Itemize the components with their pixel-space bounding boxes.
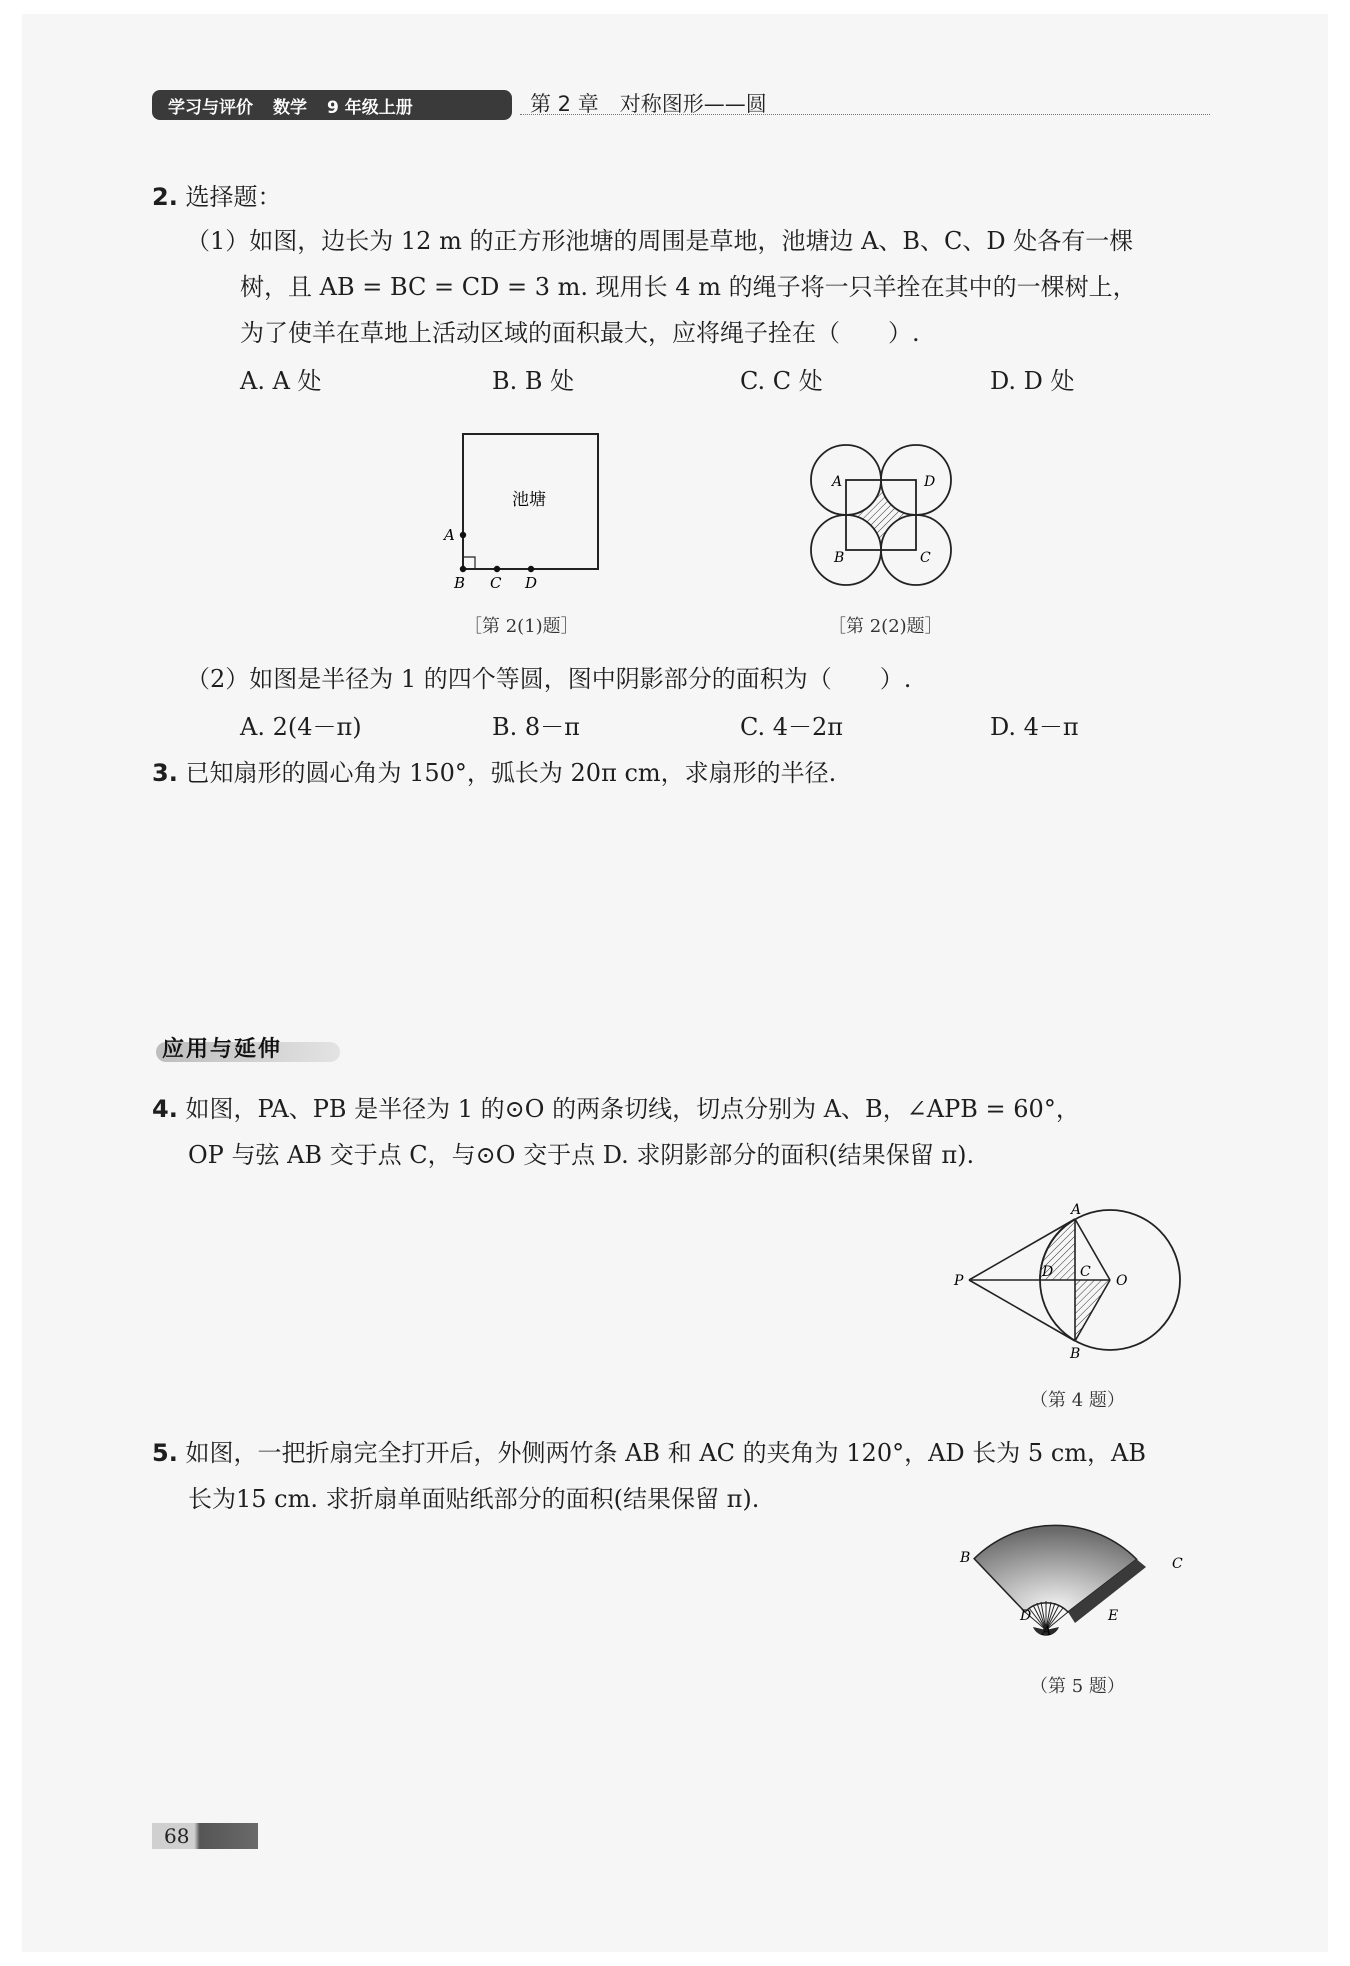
q2-part2-option-b: B. 8－π: [492, 713, 580, 741]
label-a: A: [832, 474, 843, 490]
q3-text: 3. 已知扇形的圆心角为 150°，弧长为 20π cm，求扇形的半径.: [152, 759, 837, 787]
label-d: D: [1020, 1608, 1032, 1624]
q2-part1-option-b: B. B 处: [492, 367, 575, 395]
q2-heading: 2. 选择题：: [152, 183, 282, 211]
q2-part1-line1: （1）如图，边长为 12 m 的正方形池塘的周围是草地，池塘边 A、B、C、D 处各有一棵: [186, 227, 1134, 255]
label-d: D: [1042, 1264, 1054, 1280]
label-b: B: [960, 1550, 971, 1566]
page-number: 68: [164, 1824, 190, 1848]
header-divider: [520, 114, 1210, 115]
q2-part2-option-d: D. 4－π: [990, 713, 1079, 741]
shaded-region: [846, 480, 916, 550]
label-e: E: [1108, 1608, 1119, 1624]
section-title: 应用与延伸: [162, 1037, 283, 1062]
point-c: [494, 566, 500, 572]
label-c: C: [1080, 1264, 1091, 1280]
section-badge: [152, 1032, 342, 1066]
label-b: B: [1070, 1346, 1081, 1362]
page-background: [22, 14, 1328, 1952]
label-a: A: [1042, 1624, 1052, 1639]
q2-part2-option-a: A. 2(4－π): [240, 713, 362, 741]
q2-part1-option-d: D. D 处: [990, 367, 1075, 395]
label-c: C: [490, 574, 502, 592]
q4-line1: 4. 如图，PA、PB 是半径为 1 的⊙O 的两条切线，切点分别为 A、B，∠APB = 60°，: [152, 1095, 1080, 1123]
label-b: B: [834, 550, 845, 566]
page-number-tab: [152, 1823, 258, 1849]
subject: 数学: [273, 97, 307, 118]
label-a: A: [444, 526, 455, 544]
label-p: P: [954, 1273, 964, 1289]
fig-5-caption: （第 5 题）: [1030, 1676, 1125, 1697]
label-d: D: [525, 574, 538, 592]
q2-part1-line2: 树，且 AB = BC = CD = 3 m. 现用长 4 m 的绳子将一只羊拴在其中的一棵树上，: [240, 273, 1137, 301]
label-o: O: [1116, 1273, 1128, 1289]
q2-part1-line3: 为了使羊在草地上活动区域的面积最大，应将绳子拴在（ ）.: [240, 319, 920, 347]
fig-4-caption: （第 4 题）: [1030, 1390, 1125, 1411]
header-banner: [152, 90, 512, 120]
label-a: A: [1071, 1202, 1082, 1218]
chapter-title: 第 2 章 对称图形——圆: [530, 92, 767, 116]
point-d: [528, 566, 534, 572]
q2-part1-option-c: C. C 处: [740, 367, 823, 395]
figure-folding-fan: [950, 1520, 1200, 1640]
point-a: [460, 532, 466, 538]
figure-pond-square: [430, 420, 610, 600]
q2-part2-option-c: C. 4－2π: [740, 713, 844, 741]
label-b: B: [454, 574, 466, 592]
q2-part1-option-a: A. A 处: [240, 367, 322, 395]
figure-tangent-circle: [950, 1198, 1190, 1368]
figure-four-circles: [800, 440, 970, 600]
label-d: D: [924, 474, 936, 490]
grade: 9 年级上册: [327, 97, 413, 118]
fig-2-2-caption: ［第 2(2)题］: [828, 616, 943, 637]
book-series: 学习与评价: [168, 97, 253, 118]
q2-part2-line: （2）如图是半径为 1 的四个等圆，图中阴影部分的面积为（ ）.: [186, 665, 912, 693]
tangent-pb: [969, 1280, 1075, 1341]
label-c: C: [920, 550, 931, 566]
pond-label: 池塘: [512, 490, 546, 510]
q4-line2: OP 与弦 AB 交于点 C，与⊙O 交于点 D. 求阴影部分的面积(结果保留 π).: [188, 1141, 975, 1169]
fig-2-1-caption: ［第 2(1)题］: [464, 616, 579, 637]
q5-line1: 5. 如图，一把折扇完全打开后，外侧两竹条 AB 和 AC 的夹角为 120°，AD 长为 5 cm，AB: [152, 1439, 1146, 1467]
label-c: C: [1172, 1556, 1183, 1572]
q5-line2: 长为15 cm. 求折扇单面贴纸部分的面积(结果保留 π).: [188, 1485, 760, 1513]
fan-paper: [974, 1525, 1137, 1612]
point-b: [460, 566, 466, 572]
